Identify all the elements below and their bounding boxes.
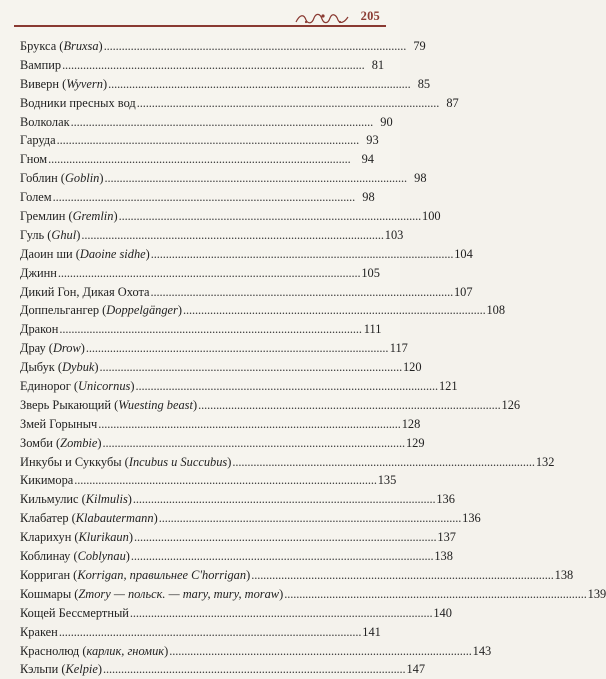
toc-entry-title xyxy=(20,150,47,169)
toc-entry-original-name: Klabautermann xyxy=(75,511,154,526)
toc-entry xyxy=(20,377,458,396)
toc-entry-original-name: Bruxsa xyxy=(63,39,99,53)
toc-entry-title xyxy=(20,56,61,75)
toc-entry-page: 139 xyxy=(587,586,606,601)
toc-entry-paren: ) xyxy=(130,379,135,394)
toc-entry-paren: ) xyxy=(98,39,103,53)
toc-entry xyxy=(20,471,397,490)
toc-entry xyxy=(20,509,481,528)
toc-entry-title xyxy=(20,358,99,377)
toc-entry-name: Водники пресных вод xyxy=(20,95,136,110)
toc-entry xyxy=(20,226,404,245)
toc-entry-name: Единорог ( xyxy=(20,379,79,394)
toc-entry-title xyxy=(20,264,57,283)
toc-entry-page: 108 xyxy=(486,303,506,318)
toc-entry xyxy=(20,623,381,642)
dot-leader xyxy=(133,490,434,509)
toc-entry-original-name: Wuesting beast xyxy=(118,397,193,412)
toc-entry-original-name: Coblynau xyxy=(77,549,126,564)
dot-leader xyxy=(159,509,460,528)
dot-leader xyxy=(103,434,404,453)
toc-entry-title xyxy=(20,37,103,56)
toc-entry-title xyxy=(20,415,97,434)
dot-leader xyxy=(151,245,452,264)
toc-entry-name: Дракон xyxy=(20,322,59,337)
toc-entry xyxy=(20,150,374,169)
toc-entry-page: 94 xyxy=(361,152,374,167)
toc-entry-page: 98 xyxy=(414,171,427,186)
toc-entry-page: 135 xyxy=(377,473,397,488)
dot-leader xyxy=(131,547,432,566)
toc-entry-original-name: Unicornus xyxy=(78,379,131,394)
toc-entry-name: Доппельгангер ( xyxy=(20,303,107,318)
toc-entry xyxy=(20,94,459,113)
header-rule xyxy=(14,25,386,27)
toc-entry-page: 136 xyxy=(436,492,455,507)
toc-entry-name: Краснолюд ( xyxy=(20,643,87,658)
toc-entry-original-name: Wyvern xyxy=(66,76,103,91)
toc-entry xyxy=(20,264,380,283)
toc-entry xyxy=(20,37,426,56)
toc-entry-original-name: Dybuk xyxy=(62,360,95,375)
toc-entry-title xyxy=(20,188,52,207)
toc-entry-title xyxy=(20,509,158,528)
toc-entry-original-name: Kilmulis xyxy=(85,492,128,507)
toc-entry-title xyxy=(20,113,70,132)
toc-entry-page: 128 xyxy=(401,416,421,431)
toc-entry-paren: ) xyxy=(97,662,103,677)
toc-entry-title xyxy=(20,301,182,320)
toc-entry-page: 105 xyxy=(361,265,380,280)
toc-entry-title xyxy=(20,453,231,472)
toc-entry-original-name: Kelpie xyxy=(65,662,98,677)
dot-leader xyxy=(59,623,360,642)
dot-leader xyxy=(284,585,585,604)
toc-entry-paren: ) xyxy=(102,76,108,91)
toc-entry-page: 107 xyxy=(453,284,473,299)
dot-leader xyxy=(48,150,353,169)
toc-entry-page: 79 xyxy=(413,39,426,53)
toc-entry-name: Дыбук ( xyxy=(20,360,63,375)
toc-entry xyxy=(20,358,422,377)
toc-entry xyxy=(20,301,506,320)
toc-entry xyxy=(20,56,385,75)
running-header xyxy=(14,8,386,28)
toc-entry-page: 98 xyxy=(362,190,375,205)
dot-leader xyxy=(134,528,435,547)
toc-entry-paren: ) xyxy=(125,549,130,564)
toc-entry-page: 138 xyxy=(434,549,453,564)
toc-entry-name: Кларихун ( xyxy=(20,530,79,545)
toc-entry-page: 121 xyxy=(438,379,458,394)
toc-entry-page: 143 xyxy=(472,643,492,658)
toc-entry-page: 140 xyxy=(433,605,452,620)
toc-entry-name: Корриган ( xyxy=(20,567,78,582)
toc-entry xyxy=(20,585,606,604)
toc-entry-name: Кикимора xyxy=(20,473,74,488)
toc-entry-title xyxy=(20,377,135,396)
toc-entry xyxy=(20,453,555,472)
toc-entry-name: Кощей Бессмертный xyxy=(20,605,129,620)
toc-entry xyxy=(20,642,492,661)
ornament-icon xyxy=(294,12,352,26)
toc-entry-page: 137 xyxy=(437,530,456,545)
toc-entry xyxy=(20,660,426,679)
toc-entry-page: 90 xyxy=(380,114,393,129)
toc-entry xyxy=(20,320,382,339)
toc-entry-paren: ) xyxy=(97,435,102,450)
toc-entry-title xyxy=(20,604,129,623)
dot-leader xyxy=(169,642,470,661)
toc-entry-page: 136 xyxy=(462,511,481,526)
dot-leader xyxy=(100,358,401,377)
toc-entry-name: Голем xyxy=(20,190,52,205)
toc-entry-name: Кракен xyxy=(20,624,58,639)
toc-entry-page: 120 xyxy=(402,360,422,375)
toc-entry-paren: ) xyxy=(192,397,198,412)
toc-entry xyxy=(20,75,431,94)
toc-entry xyxy=(20,434,425,453)
toc-entry xyxy=(20,415,421,434)
toc-entry-title xyxy=(20,585,283,604)
toc-entry xyxy=(20,604,452,623)
toc-entry xyxy=(20,566,574,585)
toc-entry-name: Кошмары ( xyxy=(20,586,79,601)
toc-entry xyxy=(20,188,374,207)
toc-entry-page: 100 xyxy=(422,209,441,224)
toc-entry-name: Инкубы и Суккубы ( xyxy=(20,454,129,469)
toc-entry-page: 85 xyxy=(417,76,431,91)
toc-entry-title xyxy=(20,339,85,358)
toc-entry-original-name: Klurikaun xyxy=(78,530,129,545)
toc-entry-name: Кэльпи ( xyxy=(20,662,66,677)
dot-leader xyxy=(53,188,354,207)
toc-entry-name: Змей Горыныч xyxy=(20,416,98,431)
toc-entry xyxy=(20,207,441,226)
toc-entry-original-name: Korrigan, правильнее C'horrigan xyxy=(77,567,247,582)
toc-entry-paren: ) xyxy=(99,171,104,186)
toc-entry-paren: ) xyxy=(153,511,158,526)
toc-entry-original-name: Daoine sidhe xyxy=(79,246,146,261)
toc-entry xyxy=(20,113,393,132)
toc-entry xyxy=(20,245,473,264)
toc-entry-page: 104 xyxy=(454,246,473,261)
toc-entry-title xyxy=(20,642,168,661)
toc-entry-original-name: Ghul xyxy=(51,227,77,242)
toc-entry xyxy=(20,547,453,566)
toc-entry-paren: ) xyxy=(128,530,133,545)
toc-entry-name: Джинн xyxy=(20,265,57,280)
toc-entry-original-name: Drow xyxy=(52,341,81,356)
toc-entry-paren: ) xyxy=(80,341,85,356)
toc-entry-page: 117 xyxy=(389,341,408,356)
toc-entry-title xyxy=(20,471,73,490)
toc-entry xyxy=(20,490,455,509)
dot-leader xyxy=(98,415,399,434)
toc-entry-page: 87 xyxy=(446,95,459,110)
toc-entry-name: Драу ( xyxy=(20,341,53,356)
toc-entry-paren: ) xyxy=(127,492,132,507)
toc-entry-paren: ) xyxy=(145,246,150,261)
toc-entry-original-name: карлик, гномик xyxy=(86,643,165,658)
toc-entry-original-name: Doppelgänger xyxy=(106,303,178,318)
dot-leader xyxy=(103,660,404,679)
toc-entry-name: Волколак xyxy=(20,114,70,129)
dot-leader xyxy=(251,566,552,585)
toc-entry-name: Гремлин ( xyxy=(20,209,73,224)
toc-entry-page: 111 xyxy=(363,322,382,337)
toc-entry-title xyxy=(20,207,118,226)
toc-entry-paren: ) xyxy=(177,303,183,318)
dot-leader xyxy=(62,56,363,75)
dot-leader xyxy=(198,396,499,415)
toc-entry-title xyxy=(20,490,132,509)
dot-leader xyxy=(108,75,409,94)
toc-entry-paren: ) xyxy=(246,567,251,582)
toc-entry-title xyxy=(20,623,58,642)
dot-leader xyxy=(136,377,437,396)
toc-entry-original-name: Gremlin xyxy=(72,209,114,224)
toc-entry-title xyxy=(20,131,56,150)
page-number: 205 xyxy=(360,9,380,23)
toc-entry-original-name: Goblin xyxy=(64,171,100,186)
dot-leader xyxy=(81,226,382,245)
dot-leader xyxy=(119,207,420,226)
dot-leader xyxy=(104,37,405,56)
toc-entry xyxy=(20,396,521,415)
toc-entry-page: 147 xyxy=(406,662,426,677)
toc-entry-original-name: Zmory — польск. — mary, mury, moraw xyxy=(78,586,280,601)
toc-entry-original-name: Incubus и Succubus xyxy=(128,454,228,469)
toc-entry-title xyxy=(20,75,107,94)
toc-entry-paren: ) xyxy=(164,643,169,658)
toc-entry-name: Гном xyxy=(20,152,48,167)
toc-entry-page: 81 xyxy=(371,57,385,72)
toc-entry-name: Кильмулис ( xyxy=(20,492,86,507)
toc-entry-paren: ) xyxy=(76,227,81,242)
toc-entry xyxy=(20,339,408,358)
toc-entry-title xyxy=(20,547,130,566)
toc-entry-title xyxy=(20,283,150,302)
toc-entry-title xyxy=(20,396,197,415)
dot-leader xyxy=(74,471,375,490)
dot-leader xyxy=(130,604,431,623)
toc-entry-page: 93 xyxy=(366,133,379,148)
dot-leader xyxy=(86,339,387,358)
toc-entry-title xyxy=(20,169,104,188)
toc-entry-title xyxy=(20,320,58,339)
toc-entry-name: Гуль ( xyxy=(20,227,52,242)
toc-entry-page: 132 xyxy=(535,454,555,469)
dot-leader xyxy=(57,131,358,150)
toc-entry-name: Гоблин ( xyxy=(20,171,65,186)
toc-entry-paren: ) xyxy=(94,360,99,375)
dot-leader xyxy=(59,320,360,339)
toc-entry-name: Брукса ( xyxy=(20,39,64,53)
dot-leader xyxy=(137,94,438,113)
toc-entry-paren: ) xyxy=(227,454,232,469)
toc-entry-name: Дикий Гон, Дикая Охота xyxy=(20,284,150,299)
toc-entry-page: 129 xyxy=(405,435,425,450)
toc-entry-name: Гаруда xyxy=(20,133,56,148)
dot-leader xyxy=(105,169,406,188)
dot-leader xyxy=(58,264,359,283)
toc-entry-page: 138 xyxy=(554,567,574,582)
toc-entry-title xyxy=(20,226,80,245)
toc-entry-name: Виверн ( xyxy=(20,76,67,91)
toc-entry-name: Даоин ши ( xyxy=(20,246,80,261)
toc-entry-name: Коблинау ( xyxy=(20,549,78,564)
dot-leader xyxy=(183,301,484,320)
toc-entry-paren: ) xyxy=(113,209,118,224)
toc-entry xyxy=(20,528,456,547)
toc-entry-name: Клабатер ( xyxy=(20,511,76,526)
toc-entry xyxy=(20,283,473,302)
toc-entry-title xyxy=(20,245,150,264)
toc-entry-name: Зомби ( xyxy=(20,435,61,450)
toc-entry-title xyxy=(20,566,250,585)
toc-entry-original-name: Zombie xyxy=(60,435,98,450)
table-of-contents xyxy=(20,37,606,679)
dot-leader xyxy=(151,283,452,302)
toc-entry xyxy=(20,169,427,188)
toc-entry-page: 126 xyxy=(501,397,521,412)
toc-entry-title xyxy=(20,660,102,679)
toc-entry-title xyxy=(20,94,136,113)
toc-entry-title xyxy=(20,528,133,547)
toc-entry-name: Вампир xyxy=(20,57,62,72)
dot-leader xyxy=(71,113,372,132)
toc-entry-page: 141 xyxy=(362,624,381,639)
toc-entry-paren: ) xyxy=(279,586,284,601)
toc-entry-title xyxy=(20,434,102,453)
toc-entry-page: 103 xyxy=(384,227,404,242)
toc-entry xyxy=(20,131,379,150)
dot-leader xyxy=(232,453,533,472)
toc-entry-name: Зверь Рыкающий ( xyxy=(20,397,119,412)
